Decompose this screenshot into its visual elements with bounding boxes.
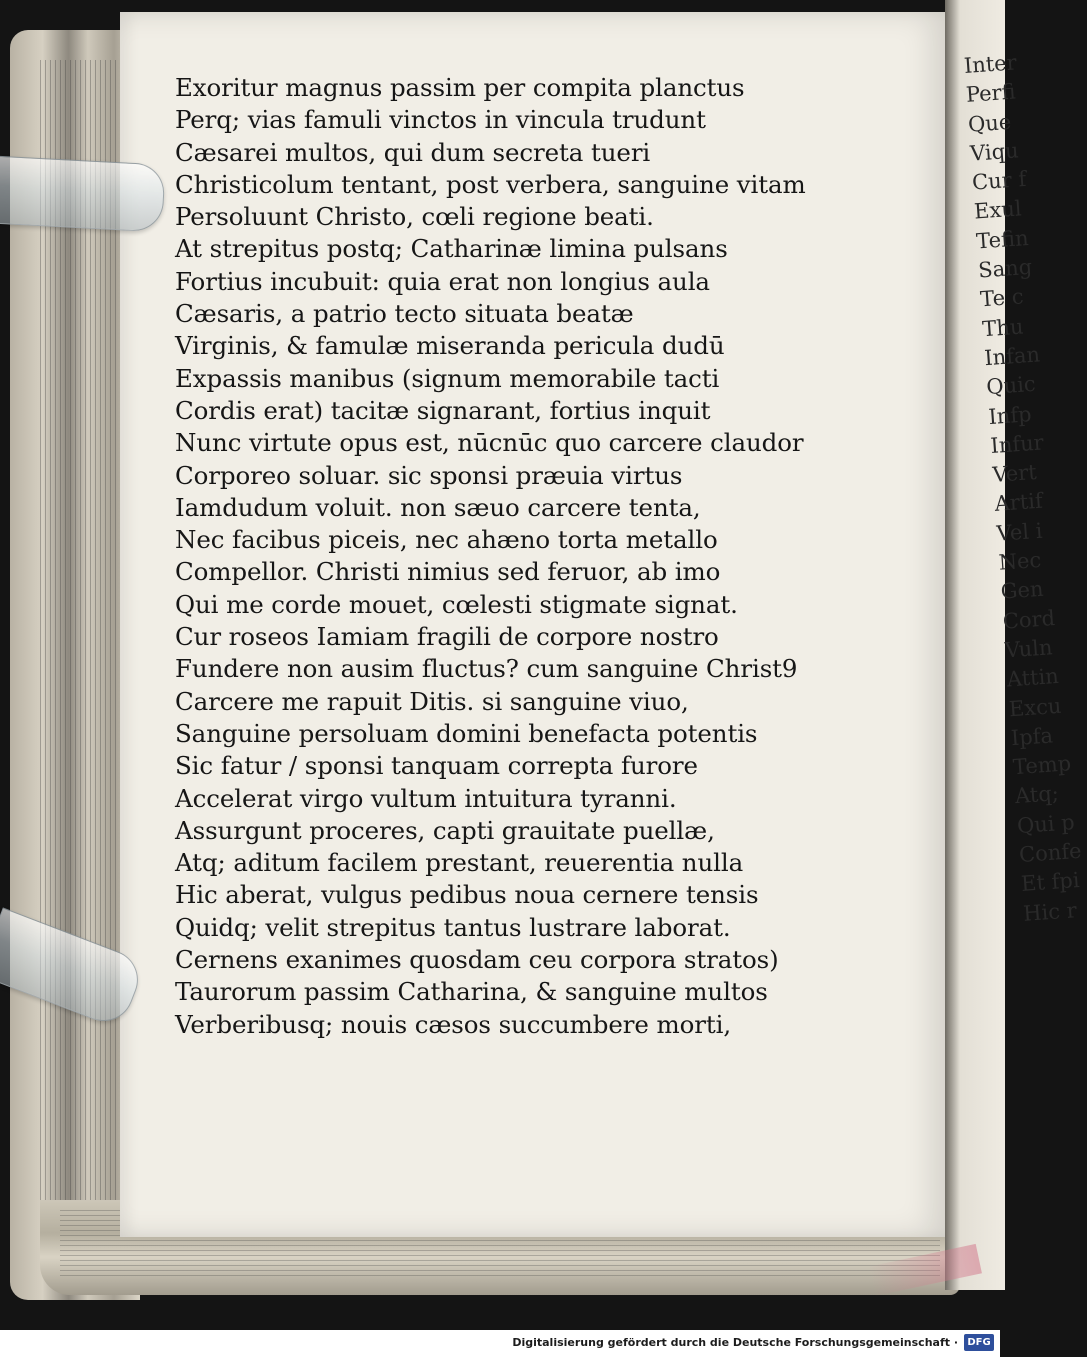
funding-credit: Digitalisierung gefördert durch die Deutsche Forschungsgemeinschaft · bbox=[512, 1336, 958, 1349]
text-line: Sic fatur / sponsi tanquam correpta furore bbox=[175, 751, 698, 781]
text-line: Sanguine persoluam domini benefacta potentis bbox=[175, 718, 758, 748]
facing-line: Artif bbox=[993, 489, 1044, 517]
facing-line: Excu bbox=[1008, 693, 1063, 721]
footer-bar bbox=[0, 1330, 1000, 1357]
dfg-logo: DFG bbox=[964, 1334, 994, 1351]
text-line: Accelerat virgo vultum intuitura tyranni. bbox=[175, 783, 677, 813]
facing-line: Confe bbox=[1018, 838, 1083, 868]
facing-page-text bbox=[963, 48, 1087, 929]
facing-line: Qui p bbox=[1016, 809, 1076, 838]
text-line: Compellor. Christi nimius sed feruor, ab imo bbox=[175, 557, 721, 587]
text-line: Virginis, & famulæ miseranda pericula dudū bbox=[175, 331, 725, 361]
text-line: Iamdudum voluit. non sæuo carcere tenta, bbox=[175, 492, 701, 522]
text-line: Perq; vias famuli vinctos in vincula trudunt bbox=[175, 105, 706, 135]
text-line: Nec facibus piceis, nec ahæno torta metallo bbox=[175, 525, 718, 555]
facing-line: Exul bbox=[973, 196, 1023, 225]
text-line: Exoritur magnus passim per compita planctus bbox=[175, 73, 745, 102]
text-line: Persoluunt Christo, cœli regione beati. bbox=[175, 202, 654, 232]
text-line: Taurorum passim Catharina, & sanguine multos bbox=[175, 977, 768, 1007]
facing-line: Tefin bbox=[975, 225, 1030, 254]
text-line: Cur roseos Iamiam fragili de corpore nostro bbox=[175, 622, 719, 652]
facing-line: Perfi bbox=[965, 79, 1017, 108]
text-line: Cordis erat) tacitæ signarant, fortius inquit bbox=[175, 395, 711, 425]
facing-line: Thu bbox=[981, 314, 1025, 341]
facing-line: Et fpi bbox=[1020, 868, 1081, 897]
page-holder-clip-top[interactable] bbox=[0, 155, 166, 232]
facing-line: Vuln bbox=[1004, 635, 1054, 663]
facing-line: Ipfa bbox=[1010, 723, 1054, 751]
text-line: Corporeo soluar. sic sponsi præuia virtus bbox=[175, 460, 683, 490]
facing-line: Vel i bbox=[995, 518, 1044, 546]
text-line: Expassis manibus (signum memorabile tacti bbox=[175, 363, 720, 393]
page-stack-lines bbox=[40, 60, 130, 1210]
facing-line: Sang bbox=[977, 254, 1033, 283]
text-line: Fundere non ausim fluctus? cum sanguine Christ9 bbox=[175, 654, 798, 684]
text-line: Cernens exanimes quosdam ceu corpora stratos) bbox=[175, 945, 779, 975]
facing-line: Attin bbox=[1006, 664, 1060, 692]
poem-text-block bbox=[175, 72, 855, 1041]
facing-line: Cur f bbox=[971, 167, 1027, 195]
text-line: At strepitus postq; Catharinæ limina pulsans bbox=[175, 234, 728, 264]
facing-line: Infan bbox=[983, 342, 1041, 371]
text-line: Hic aberat, vulgus pedibus noua cernere tensis bbox=[175, 880, 759, 910]
facing-line: Te c bbox=[979, 284, 1025, 312]
facing-line: Cord bbox=[1001, 605, 1056, 634]
facing-page bbox=[945, 0, 1083, 1290]
text-line: Fortius incubuit: quia erat non longius aula bbox=[175, 266, 710, 296]
text-line: Cæsaris, a patrio tecto situata beatæ bbox=[175, 299, 634, 329]
facing-line: Nec bbox=[997, 547, 1043, 575]
text-line: Nunc virtute opus est, nūcnūc quo carcere claudor bbox=[175, 428, 804, 458]
facing-line: Gen bbox=[999, 577, 1045, 604]
text-line: Cæsarei multos, qui dum secreta tueri bbox=[175, 137, 651, 167]
facing-line: Quic bbox=[985, 372, 1037, 400]
facing-line: Temp bbox=[1012, 751, 1072, 780]
text-line: Christicolum tentant, post verbera, sanguine vitam bbox=[175, 169, 806, 199]
text-line: Qui me corde mouet, cœlesti stigmate signat. bbox=[175, 589, 738, 619]
text-line: Atq; aditum facilem prestant, reuerentia nulla bbox=[175, 848, 744, 878]
facing-line: Viqu bbox=[969, 138, 1020, 166]
facing-line: Infur bbox=[989, 430, 1045, 458]
facing-line: Vert bbox=[991, 460, 1038, 488]
text-line: Carcere me rapuit Ditis. si sanguine viuo, bbox=[175, 686, 689, 716]
facing-line: Hic r bbox=[1022, 897, 1078, 926]
facing-line: Inter bbox=[963, 50, 1018, 78]
text-line: Quidq; velit strepitus tantus lustrare laborat. bbox=[175, 912, 731, 942]
text-line: Verberibusq; nouis cæsos succumbere morti, bbox=[175, 1009, 732, 1039]
text-line: Assurgunt proceres, capti grauitate puellæ, bbox=[175, 815, 715, 845]
facing-line: Infp bbox=[987, 401, 1033, 429]
facing-line: Que bbox=[967, 109, 1012, 137]
facing-line: Atq; bbox=[1014, 781, 1060, 809]
